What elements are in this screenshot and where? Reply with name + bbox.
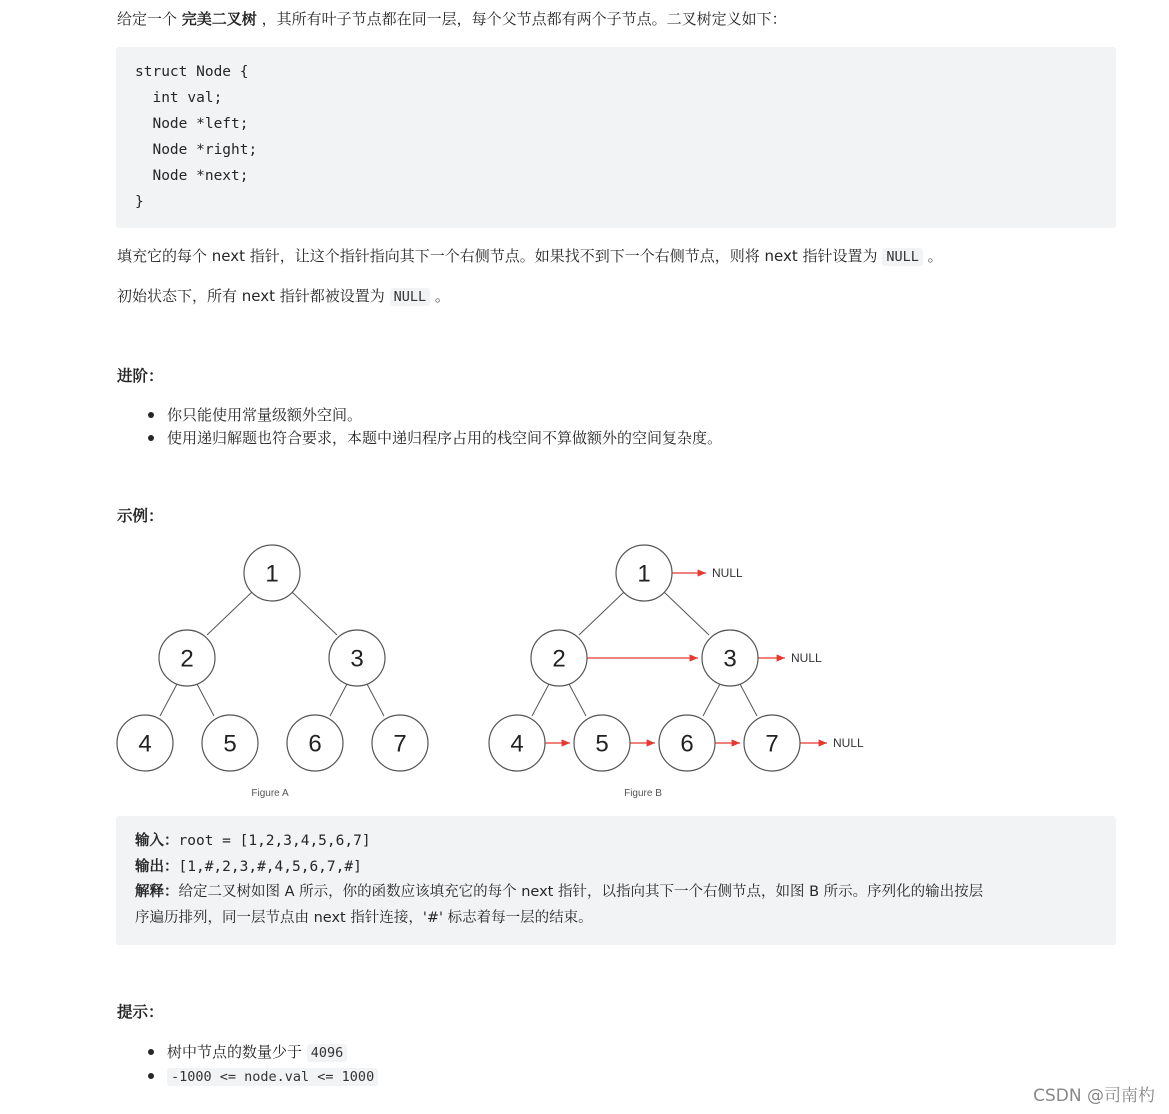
input-label: 输入： (135, 833, 179, 849)
node-label: 4 (510, 730, 524, 758)
null-label: NULL (833, 736, 864, 750)
node-label: 2 (180, 645, 194, 673)
fill-text: 填充它的每个 next 指针，让这个指针指向其下一个右侧节点。如果找不到下一个右侧节点，则将 next 指针设置为 (117, 247, 878, 265)
intro-post: ，其所有叶子节点都在同一层，每个父节点都有两个子节点。二叉树定义如下： (256, 10, 787, 28)
bullet (148, 1073, 154, 1079)
null-code: NULL (882, 248, 923, 266)
node-label: 3 (723, 645, 737, 673)
node-label: 6 (308, 730, 322, 758)
tree-edge (740, 684, 757, 716)
tree-edge (579, 592, 624, 635)
node-label: 6 (680, 730, 694, 758)
code-line: Node *right; (135, 142, 258, 158)
list-item (167, 1066, 378, 1087)
figure-a-caption: Figure A (251, 788, 289, 799)
list-item (167, 1042, 347, 1063)
tree-edge (292, 592, 337, 635)
null-label: NULL (712, 566, 743, 580)
fill-end: 。 (927, 247, 943, 265)
explain-text: 给定二叉树如图 A 所示，你的函数应该填充它的每个 next 指针，以指向其下一个右侧节点，如图 B 所示。序列化的输出按层 (178, 884, 984, 900)
code-line: Node *left; (135, 116, 249, 132)
tree-edge (197, 684, 214, 716)
tree-edge (330, 684, 347, 716)
null-label: NULL (791, 651, 822, 665)
explain-line (135, 882, 983, 902)
node-label: 7 (765, 730, 779, 758)
example-figure (0, 535, 900, 810)
list-item: 使用递归解题也符合要求，本题中递归程序占用的栈空间不算做额外的空间复杂度。 (167, 429, 723, 447)
output-value: [1,#,2,3,#,4,5,6,7,#] (178, 859, 362, 875)
fill-paragraph (117, 246, 943, 267)
node-label: 3 (350, 645, 364, 673)
list-item: 你只能使用常量级额外空间。 (167, 406, 363, 424)
hints-heading: 提示： (117, 1003, 164, 1021)
node-label: 1 (265, 560, 279, 588)
output-line (135, 857, 362, 877)
code-line: Node *next; (135, 168, 249, 184)
input-line (135, 831, 371, 851)
tree-edge (703, 684, 720, 716)
node-label: 5 (223, 730, 237, 758)
node-label: 5 (595, 730, 609, 758)
struct-code-block (116, 47, 1116, 228)
figure-b-caption: Figure B (624, 788, 662, 799)
intro-bold: 完美二叉树 (181, 10, 257, 28)
bullet (148, 435, 154, 441)
tree-edge (207, 592, 252, 635)
input-value: root = [1,2,3,4,5,6,7] (178, 833, 371, 849)
bullet (148, 412, 154, 418)
advanced-heading: 进阶： (117, 367, 164, 385)
code-line: struct Node { (135, 64, 249, 80)
example-heading: 示例： (117, 507, 164, 525)
explain-label: 解释： (135, 884, 179, 900)
init-paragraph (117, 286, 450, 307)
node-label: 1 (637, 560, 651, 588)
null-code: NULL (390, 288, 431, 306)
init-end: 。 (434, 287, 450, 305)
tree-edge (569, 684, 586, 716)
init-text: 初始状态下，所有 next 指针都被设置为 (117, 287, 385, 305)
code-line: int val; (135, 90, 223, 106)
tree-edge (160, 684, 177, 716)
hint-text: 树中节点的数量少于 (167, 1043, 303, 1061)
intro-pre: 给定一个 (117, 10, 182, 28)
explain-line-2: 序遍历排列，同一层节点由 next 指针连接，'#' 标志着每一层的结束。 (135, 910, 593, 926)
output-label: 输出： (135, 859, 179, 875)
code-line: } (135, 194, 144, 210)
tree-edge (664, 592, 709, 635)
watermark: CSDN @司南杓 (1033, 1086, 1155, 1106)
node-label: 4 (138, 730, 152, 758)
node-label: 2 (552, 645, 566, 673)
example-io-block (116, 816, 1116, 945)
hint-code: -1000 <= node.val <= 1000 (167, 1068, 378, 1086)
tree-edge (532, 684, 549, 716)
node-label: 7 (393, 730, 407, 758)
bullet (148, 1049, 154, 1055)
intro-paragraph (117, 9, 787, 29)
tree-edge (367, 684, 384, 716)
hint-code: 4096 (307, 1044, 348, 1062)
